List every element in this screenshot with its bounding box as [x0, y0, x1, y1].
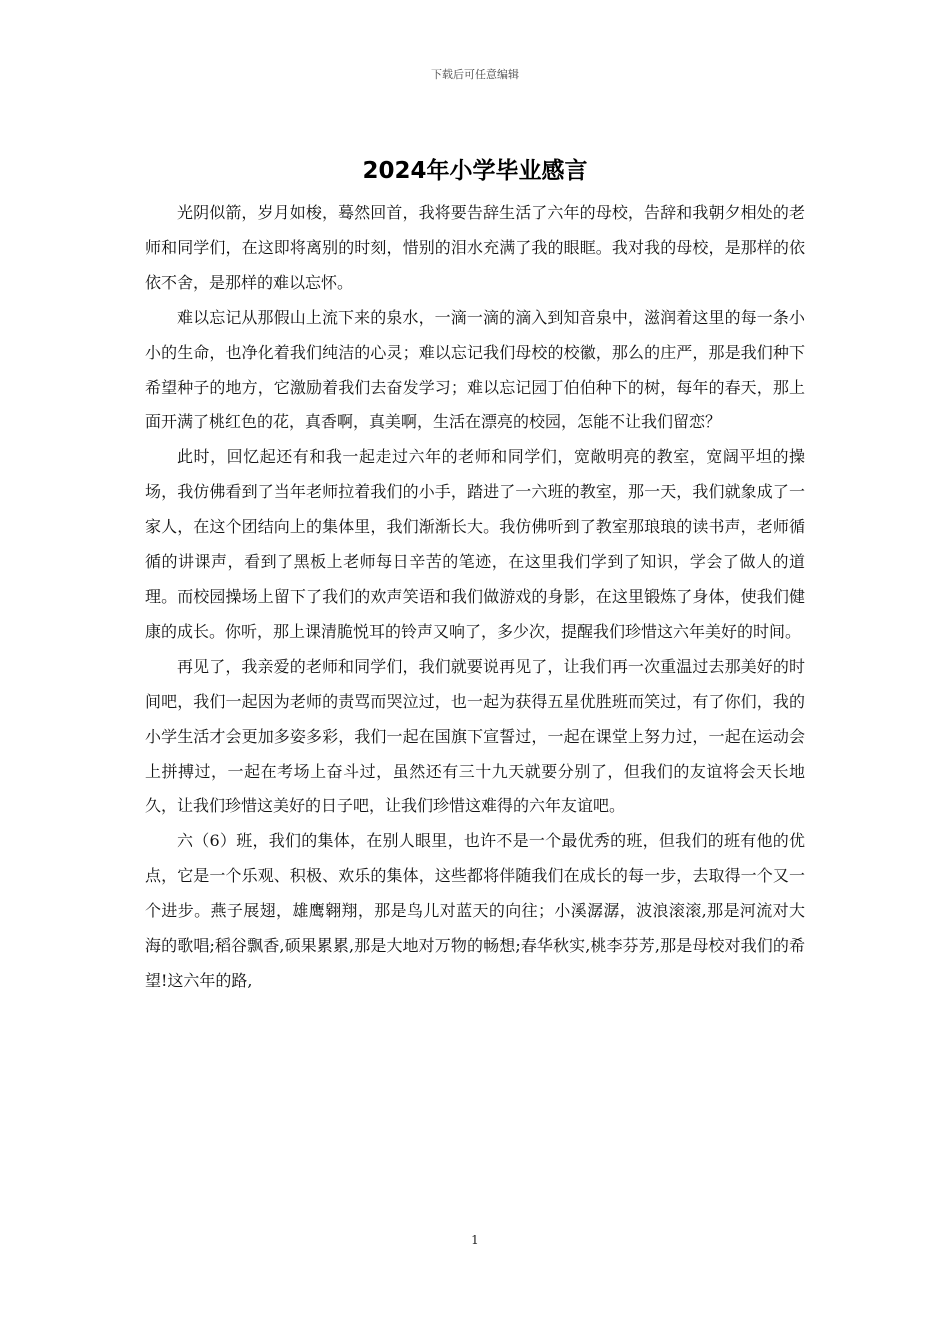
- paragraph-5: 六（6）班，我们的集体，在别人眼里，也许不是一个最优秀的班，但我们的班有他的优点，它是一个乐观、积极、欢乐的集体，这些都将伴随我们在成长的每一步，去取得一个又一个进步。燕子展翅，雄鹰翱翔，那是鸟儿对蓝天的向往；小溪潺潺，波浪滚滚,那是河流对大海的歌唱;稻谷飘香,硕果累累,那是大地对万物的畅想;春华秋实,桃李芬芳,那是母校对我们的希望!这六年的路,: [145, 831, 805, 990]
- document-body: [145, 196, 805, 999]
- paragraph-3: 此时，回忆起还有和我一起走过六年的老师和同学们，宽敞明亮的教室，宽阔平坦的操场，我仿佛看到了当年老师拉着我们的小手，踏进了一六班的教室，那一天，我们就象成了一家人，在这个团结向上的集体里，我们渐渐长大。我仿佛听到了教室那琅琅的读书声，老师循循的讲课声，看到了黑板上老师每日辛苦的笔迹，在这里我们学到了知识，学会了做人的道理。而校园操场上留下了我们的欢声笑语和我们做游戏的身影，在这里锻炼了身体，使我们健康的成长。你听，那上课清脆悦耳的铃声又响了，多少次，提醒我们珍惜这六年美好的时间。: [145, 447, 805, 641]
- document-title: 2024年小学毕业感言: [362, 158, 588, 184]
- paragraph-1: 光阴似箭，岁月如梭，蓦然回首，我将要告辞生活了六年的母校，告辞和我朝夕相处的老师和同学们，在这即将离别的时刻，惜别的泪水充满了我的眼眶。我对我的母校，是那样的依依不舍，是那样的难以忘怀。: [145, 203, 805, 292]
- paragraph-4: 再见了，我亲爱的老师和同学们，我们就要说再见了，让我们再一次重温过去那美好的时间吧，我们一起因为老师的责骂而哭泣过，也一起为获得五星优胜班而笑过，有了你们，我的小学生活才会更加多姿多彩，我们一起在国旗下宣誓过，一起在课堂上努力过，一起在运动会上拼搏过，一起在考场上奋斗过，虽然还有三十九天就要分别了，但我们的友谊将会天长地久，让我们珍惜这美好的日子吧，让我们珍惜这难得的六年友谊吧。: [145, 656, 805, 816]
- page-number: 1: [471, 1233, 479, 1247]
- paragraph-2: 难以忘记从那假山上流下来的泉水，一滴一滴的滴入到知音泉中，滋润着这里的每一条小小的生命，也净化着我们纯洁的心灵；难以忘记我们母校的校徽，那么的庄严，那是我们种下希望种子的地方，它激励着我们去奋发学习；难以忘记园丁伯伯种下的树，每年的春天，那上面开满了桃红色的花，真香啊，真美啊，生活在漂亮的校园，怎能不让我们留恋？: [145, 307, 805, 432]
- page-header-note: 下载后可任意编辑: [431, 68, 519, 81]
